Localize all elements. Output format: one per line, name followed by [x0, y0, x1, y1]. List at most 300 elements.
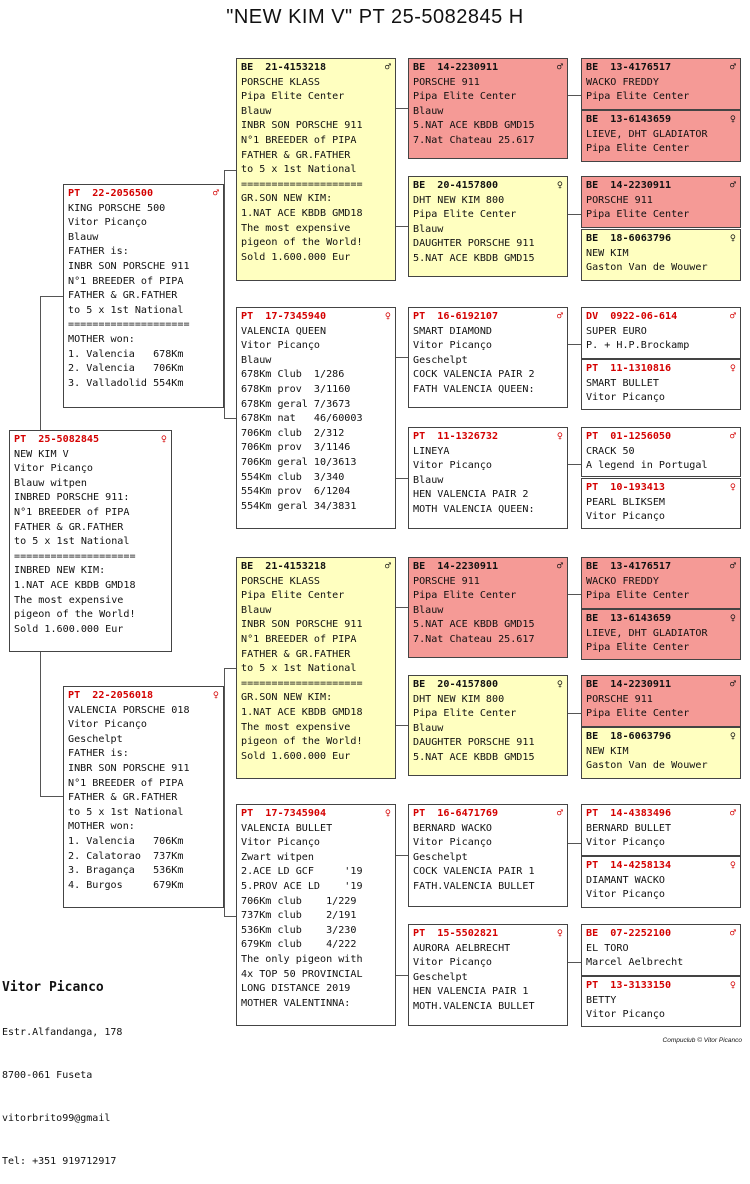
gen5-card-3	[581, 176, 741, 228]
pedigree-line: 5.NAT ACE KBDB GMD15	[413, 120, 535, 132]
pedigree-line: MOTHER VALENTINNA:	[241, 997, 351, 1009]
ring-number: BE 18-6063796	[586, 233, 672, 244]
ring-header	[241, 807, 391, 822]
ring-header	[241, 61, 391, 76]
connector-line	[224, 170, 236, 171]
sex-icon: ♀	[729, 363, 736, 374]
ring-number: PT 17-7345940	[241, 311, 327, 322]
pedigree-line: ====================	[241, 677, 363, 689]
ring-header	[68, 689, 219, 704]
pedigree-line: BERNARD BULLET	[586, 822, 672, 834]
pedigree-line: 1. Valencia 706Km	[68, 835, 184, 847]
pedigree-line: The only pigeon with	[241, 953, 363, 965]
pedigree-line: Gaston Van de Wouwer	[586, 760, 708, 772]
pedigree-line: A legend in Portugal	[586, 460, 708, 472]
pedigree-line: NEW KIM V	[14, 448, 69, 460]
sex-icon: ♀	[556, 679, 563, 690]
pedigree-line: Blauw	[68, 231, 99, 243]
pedigree-line: PORSCHE KLASS	[241, 575, 321, 587]
pedigree-line: ====================	[241, 178, 363, 190]
pedigree-line: COCK VALENCIA PAIR 1	[413, 866, 535, 878]
connector-line	[568, 344, 581, 345]
connector-line	[396, 478, 408, 479]
pedigree-line: Vitor Picanço	[586, 889, 666, 901]
sex-icon: ♀	[729, 980, 736, 991]
pedigree-line: FATHER is:	[68, 246, 129, 258]
ring-header	[14, 433, 167, 448]
sex-icon: ♀	[556, 928, 563, 939]
connector-line	[568, 464, 581, 465]
ring-header	[586, 859, 736, 874]
ring-number: BE 14-2230911	[413, 561, 499, 572]
ring-number: PT 17-7345904	[241, 808, 327, 819]
pedigree-line: ====================	[68, 319, 190, 331]
pedigree-line: 2. Valencia 706Km	[68, 363, 184, 375]
pedigree-line: Pipa Elite Center	[586, 91, 690, 103]
ring-header	[413, 430, 563, 445]
owner-name: Vitor Picanco	[2, 979, 104, 995]
pedigree-line: SMART BULLET	[586, 377, 659, 389]
sex-icon: ♂	[729, 180, 736, 191]
sex-icon: ♂	[729, 928, 736, 939]
pedigree-line: Zwart witpen	[241, 851, 314, 863]
connector-line	[396, 226, 408, 227]
pedigree-line: 5.NAT ACE KBDB GMD15	[413, 619, 535, 631]
ring-header	[586, 807, 736, 822]
sex-icon: ♂	[729, 311, 736, 322]
gen4-card-6	[408, 675, 568, 776]
pedigree-line: Sold 1.600.000 Eur	[241, 251, 351, 263]
subject-pigeon-card	[9, 430, 172, 652]
ring-header	[586, 730, 736, 745]
pedigree-line: DAUGHTER PORSCHE 911	[413, 238, 535, 250]
connector-line	[396, 855, 408, 856]
ring-number: PT 15-5502821	[413, 928, 499, 939]
sex-icon: ♂	[729, 561, 736, 572]
dam-card	[63, 686, 224, 908]
ring-number: PT 16-6192107	[413, 311, 499, 322]
pedigree-line: NEW KIM	[586, 247, 629, 259]
pedigree-line: The most expensive	[241, 721, 351, 733]
pedigree-line: NEW KIM	[586, 745, 629, 757]
ring-header	[413, 179, 563, 194]
pedigree-line: 3. Valladolid 554Km	[68, 377, 184, 389]
sex-icon: ♂	[729, 431, 736, 442]
pedigree-line: pigeon of the World!	[14, 609, 136, 621]
ring-header	[586, 61, 736, 76]
gen4-card-4	[408, 427, 568, 529]
pedigree-line: FATHER & GR.FATHER	[14, 521, 124, 533]
pedigree-line: WACKO FREDDY	[586, 76, 659, 88]
pedigree-line: 678Km nat 46/60003	[241, 413, 363, 425]
gen4-card-8	[408, 924, 568, 1026]
pedigree-line: PORSCHE KLASS	[241, 76, 321, 88]
pedigree-line: 7.Nat Chateau 25.617	[413, 633, 535, 645]
pedigree-line: 2. Calatorao 737Km	[68, 850, 184, 862]
ring-number: BE 14-2230911	[586, 180, 672, 191]
pedigree-line: MOTHER won:	[68, 821, 135, 833]
pedigree-line: DAUGHTER PORSCHE 911	[413, 737, 535, 749]
connector-line	[568, 962, 581, 963]
pedigree-line: Geschelpt	[413, 971, 468, 983]
gen4-card-1	[408, 58, 568, 159]
owner-contact	[2, 950, 122, 1184]
pedigree-line: Vitor Picanço	[413, 460, 493, 472]
ring-number: BE 13-6143659	[586, 114, 672, 125]
ring-header	[413, 807, 563, 822]
connector-line	[40, 296, 63, 297]
gen4-card-7	[408, 804, 568, 907]
sex-icon: ♂	[556, 311, 563, 322]
pedigree-line: to 5 x 1st National	[68, 806, 184, 818]
pedigree-line: 678Km prov 3/1160	[241, 383, 351, 395]
ring-header	[586, 678, 736, 693]
pedigree-line: GR.SON NEW KIM:	[241, 193, 333, 205]
gen5-card-5	[581, 307, 741, 359]
gen5-card-7	[581, 427, 741, 477]
pedigree-line: LONG DISTANCE 2019	[241, 983, 351, 995]
pedigree-line: N°1 BREEDER of PIPA	[68, 777, 184, 789]
connector-line	[568, 214, 581, 215]
pedigree-line: Blauw witpen	[14, 477, 87, 489]
pedigree-line: pigeon of the World!	[241, 237, 363, 249]
pedigree-line: Vitor Picanço	[14, 463, 94, 475]
pedigree-line: Geschelpt	[413, 354, 468, 366]
pedigree-line: Blauw	[413, 604, 444, 616]
pedigree-line: Gaston Van de Wouwer	[586, 262, 708, 274]
pedigree-line: N°1 BREEDER of PIPA	[68, 275, 184, 287]
connector-line	[396, 725, 408, 726]
ring-header	[586, 430, 736, 445]
sex-icon: ♀	[160, 434, 167, 445]
pedigree-line: Pipa Elite Center	[586, 590, 690, 602]
pedigree-line: GR.SON NEW KIM:	[241, 692, 333, 704]
pedigree-line: INBR SON PORSCHE 911	[68, 762, 190, 774]
sex-icon: ♂	[384, 62, 391, 73]
pedigree-line: 2.ACE LD GCF '19	[241, 866, 363, 878]
pedigree-line: LINEYA	[413, 445, 450, 457]
pedigree-line: The most expensive	[14, 594, 124, 606]
pedigree-line: 7.Nat Chateau 25.617	[413, 134, 535, 146]
ring-number: PT 25-5082845	[14, 434, 100, 445]
pedigree-line: LIEVE, DHT GLADIATOR	[586, 128, 708, 140]
ring-header	[413, 310, 563, 325]
ring-header	[68, 187, 219, 202]
pedigree-title: "NEW KIM V" PT 25-5082845 H	[226, 6, 524, 28]
pedigree-line: 1.NAT ACE KBDB GMD18	[241, 706, 363, 718]
ring-header	[586, 310, 736, 325]
ring-number: BE 13-4176517	[586, 561, 672, 572]
gen5-card-6	[581, 359, 741, 410]
pedigree-line: 678Km Club 1/286	[241, 369, 345, 381]
pedigree-line: 1.NAT ACE KBDB GMD18	[14, 579, 136, 591]
sire-sire-card	[236, 58, 396, 281]
ring-header	[413, 560, 563, 575]
pedigree-line: Blauw	[241, 604, 272, 616]
ring-number: BE 20-4157800	[413, 679, 499, 690]
pedigree-line: 678Km geral 7/3673	[241, 398, 351, 410]
pedigree-line: Pipa Elite Center	[413, 590, 517, 602]
pedigree-line: Pipa Elite Center	[241, 590, 345, 602]
ring-header	[586, 481, 736, 496]
pedigree-line: Vitor Picanço	[586, 1009, 666, 1021]
sex-icon: ♂	[556, 62, 563, 73]
pedigree-line: VALENCIA PORSCHE 018	[68, 704, 190, 716]
pedigree-line: FATH.VALENCIA BULLET	[413, 880, 535, 892]
pedigree-line: Blauw	[241, 105, 272, 117]
pedigree-line: VALENCIA BULLET	[241, 822, 333, 834]
pedigree-line: 4x TOP 50 PROVINCIAL	[241, 968, 363, 980]
pedigree-line: to 5 x 1st National	[241, 164, 357, 176]
pedigree-line: 3. Bragança 536Km	[68, 865, 184, 877]
sex-icon: ♀	[556, 180, 563, 191]
ring-number: BE 21-4153218	[241, 561, 327, 572]
pedigree-line: P. + H.P.Brockamp	[586, 340, 690, 352]
pedigree-line: Geschelpt	[413, 851, 468, 863]
dam-sire-card	[236, 557, 396, 779]
pedigree-line: 536Km club 3/230	[241, 924, 357, 936]
pedigree-line: Pipa Elite Center	[586, 642, 690, 654]
pedigree-line: Blauw	[413, 223, 444, 235]
pedigree-line: BETTY	[586, 994, 617, 1006]
ring-number: BE 13-4176517	[586, 62, 672, 73]
ring-header	[586, 927, 736, 942]
pedigree-line: FATH VALENCIA QUEEN:	[413, 383, 535, 395]
ring-number: PT 10-193413	[586, 482, 666, 493]
dam-dam-card	[236, 804, 396, 1026]
pedigree-line: Vitor Picanço	[586, 511, 666, 523]
ring-number: PT 14-4258134	[586, 860, 672, 871]
pedigree-line: DIAMANT WACKO	[586, 874, 666, 886]
pedigree-line: Vitor Picanço	[241, 837, 321, 849]
pedigree-line: 5.PROV ACE LD '19	[241, 880, 363, 892]
gen5-card-8	[581, 478, 741, 529]
pedigree-line: Vitor Picanço	[68, 217, 148, 229]
pedigree-line: HEN VALENCIA PAIR 2	[413, 489, 529, 501]
ring-number: BE 21-4153218	[241, 62, 327, 73]
sex-icon: ♂	[556, 561, 563, 572]
pedigree-line: to 5 x 1st National	[241, 663, 357, 675]
pedigree-line: FATHER & GR.FATHER	[241, 149, 351, 161]
pedigree-line: Blauw	[413, 105, 444, 117]
pedigree-line: CRACK 50	[586, 445, 635, 457]
owner-address-city: 8700-061 Fuseta	[2, 1069, 93, 1081]
ring-header	[413, 678, 563, 693]
pedigree-line: BERNARD WACKO	[413, 822, 493, 834]
ring-header	[586, 179, 736, 194]
pedigree-line: Geschelpt	[68, 733, 123, 745]
pedigree-line: Pipa Elite Center	[586, 143, 690, 155]
connector-line	[396, 607, 408, 608]
pedigree-line: INBR SON PORSCHE 911	[68, 260, 190, 272]
pedigree-line: Vitor Picanço	[586, 837, 666, 849]
sire-dam-card	[236, 307, 396, 529]
connector-line	[224, 418, 236, 419]
footer-credit: Compuclub © Vitor Picanco	[662, 1037, 742, 1044]
pedigree-line: N°1 BREEDER of PIPA	[241, 633, 357, 645]
gen4-card-3	[408, 307, 568, 408]
ring-number: BE 13-6143659	[586, 613, 672, 624]
sex-icon: ♀	[729, 731, 736, 742]
pedigree-line: Pipa Elite Center	[413, 209, 517, 221]
ring-number: PT 14-4383496	[586, 808, 672, 819]
pedigree-line: 554Km prov 6/1204	[241, 486, 351, 498]
pedigree-line: MOTH VALENCIA QUEEN:	[413, 503, 535, 515]
pedigree-line: Pipa Elite Center	[413, 708, 517, 720]
pedigree-line: 554Km club 3/340	[241, 471, 345, 483]
ring-header	[241, 310, 391, 325]
ring-number: PT 11-1326732	[413, 431, 499, 442]
pedigree-line: WACKO FREDDY	[586, 575, 659, 587]
gen5-card-2	[581, 110, 741, 162]
pedigree-line: ====================	[14, 550, 136, 562]
ring-number: BE 14-2230911	[413, 62, 499, 73]
gen5-card-16	[581, 976, 741, 1027]
pedigree-line: Sold 1.600.000 Eur	[241, 750, 351, 762]
pedigree-line: 1.NAT ACE KBDB GMD18	[241, 207, 363, 219]
pedigree-line: DHT NEW KIM 800	[413, 693, 505, 705]
pedigree-line: Marcel Aelbrecht	[586, 957, 684, 969]
gen5-card-4	[581, 229, 741, 281]
owner-address-street: Estr.Alfandanga, 178	[2, 1026, 123, 1038]
connector-line	[396, 975, 408, 976]
pedigree-line: INBR SON PORSCHE 911	[241, 619, 363, 631]
ring-number: PT 22-2056018	[68, 690, 154, 701]
gen5-card-11	[581, 675, 741, 727]
ring-header	[586, 362, 736, 377]
ring-header	[586, 979, 736, 994]
pedigree-line: The most expensive	[241, 222, 351, 234]
pedigree-line: N°1 BREEDER of PIPA	[241, 134, 357, 146]
gen5-card-10	[581, 609, 741, 660]
pedigree-line: Pipa Elite Center	[241, 91, 345, 103]
pedigree-line: FATHER & GR.FATHER	[241, 648, 351, 660]
pedigree-line: KING PORSCHE 500	[68, 202, 166, 214]
pedigree-line: 4. Burgos 679Km	[68, 879, 184, 891]
pedigree-line: HEN VALENCIA PAIR 1	[413, 986, 529, 998]
pedigree-line: MOTH.VALENCIA BULLET	[413, 1000, 535, 1012]
pedigree-line: PORSCHE 911	[586, 693, 653, 705]
pedigree-line: Blauw	[413, 474, 444, 486]
sex-icon: ♀	[384, 311, 391, 322]
connector-line	[568, 843, 581, 844]
connector-line	[224, 668, 236, 669]
owner-email: vitorbrito99@gmail	[2, 1113, 111, 1125]
pedigree-line: 5.NAT ACE KBDB GMD15	[413, 252, 535, 264]
sex-icon: ♂	[729, 679, 736, 690]
pedigree-line: SUPER EURO	[586, 325, 647, 337]
pedigree-line: Vitor Picanço	[68, 719, 148, 731]
ring-number: BE 14-2230911	[586, 679, 672, 690]
pedigree-line: pigeon of the World!	[241, 736, 363, 748]
ring-header	[413, 61, 563, 76]
ring-number: PT 16-6471769	[413, 808, 499, 819]
pedigree-line: SMART DIAMOND	[413, 325, 493, 337]
pedigree-line: Pipa Elite Center	[586, 209, 690, 221]
pedigree-line: Vitor Picanço	[413, 340, 493, 352]
connector-line	[568, 594, 581, 595]
pedigree-line: 554Km geral 34/3831	[241, 500, 357, 512]
ring-header	[586, 560, 736, 575]
sex-icon: ♀	[556, 431, 563, 442]
sex-icon: ♂	[556, 808, 563, 819]
ring-number: PT 01-1256050	[586, 431, 672, 442]
ring-header	[586, 232, 736, 247]
pedigree-line: AURORA AELBRECHT	[413, 942, 511, 954]
ring-header	[586, 612, 736, 627]
gen5-card-12	[581, 727, 741, 779]
connector-line	[568, 713, 581, 714]
connector-line	[40, 796, 63, 797]
pedigree-line: FATHER is:	[68, 748, 129, 760]
pedigree-line: Pipa Elite Center	[413, 91, 517, 103]
pedigree-line: DHT NEW KIM 800	[413, 194, 505, 206]
ring-number: BE 07-2252100	[586, 928, 672, 939]
ring-header	[586, 113, 736, 128]
pedigree-line: N°1 BREEDER of PIPA	[14, 506, 130, 518]
pedigree-line: 5.NAT ACE KBDB GMD15	[413, 751, 535, 763]
pedigree-line: Vitor Picanço	[241, 340, 321, 352]
sex-icon: ♂	[384, 561, 391, 572]
pedigree-line: 706Km club 1/229	[241, 895, 357, 907]
pedigree-line: 706Km geral 10/3613	[241, 456, 357, 468]
connector-line	[568, 95, 581, 96]
pedigree-line: INBRED PORSCHE 911:	[14, 492, 130, 504]
pedigree-line: 1. Valencia 678Km	[68, 348, 184, 360]
pedigree-line: FATHER & GR.FATHER	[68, 290, 178, 302]
gen5-card-13	[581, 804, 741, 856]
pedigree-line: INBRED NEW KIM:	[14, 565, 106, 577]
pedigree-line: Vitor Picanço	[413, 957, 493, 969]
pedigree-line: LIEVE, DHT GLADIATOR	[586, 627, 708, 639]
pedigree-line: PORSCHE 911	[413, 575, 480, 587]
sex-icon: ♂	[212, 188, 219, 199]
ring-header	[241, 560, 391, 575]
pedigree-line: 706Km prov 3/1146	[241, 442, 351, 454]
gen4-card-5	[408, 557, 568, 658]
pedigree-line: Sold 1.600.000 Eur	[14, 623, 124, 635]
pedigree-line: COCK VALENCIA PAIR 2	[413, 369, 535, 381]
sex-icon: ♀	[384, 808, 391, 819]
sex-icon: ♀	[729, 860, 736, 871]
pedigree-line: 706Km club 2/312	[241, 427, 345, 439]
ring-number: PT 11-1310816	[586, 363, 672, 374]
pedigree-line: VALENCIA QUEEN	[241, 325, 327, 337]
gen4-card-2	[408, 176, 568, 277]
ring-number: PT 22-2056500	[68, 188, 154, 199]
pedigree-line: Pipa Elite Center	[586, 708, 690, 720]
pedigree-line: Blauw	[413, 722, 444, 734]
pedigree-line: PORSCHE 911	[586, 194, 653, 206]
pedigree-line: PORSCHE 911	[413, 76, 480, 88]
sex-icon: ♀	[729, 233, 736, 244]
ring-number: BE 20-4157800	[413, 180, 499, 191]
gen5-card-9	[581, 557, 741, 609]
ring-header	[413, 927, 563, 942]
gen5-card-14	[581, 856, 741, 908]
pedigree-line: to 5 x 1st National	[68, 304, 184, 316]
pedigree-line: INBR SON PORSCHE 911	[241, 120, 363, 132]
pedigree-line: Vitor Picanço	[413, 837, 493, 849]
ring-number: BE 18-6063796	[586, 731, 672, 742]
connector-line	[396, 108, 408, 109]
sex-icon: ♀	[729, 613, 736, 624]
pedigree-line: FATHER & GR.FATHER	[68, 792, 178, 804]
connector-line	[224, 668, 225, 916]
pedigree-line: 737Km club 2/191	[241, 910, 357, 922]
pedigree-line: MOTHER won:	[68, 333, 135, 345]
connector-line	[40, 296, 41, 430]
